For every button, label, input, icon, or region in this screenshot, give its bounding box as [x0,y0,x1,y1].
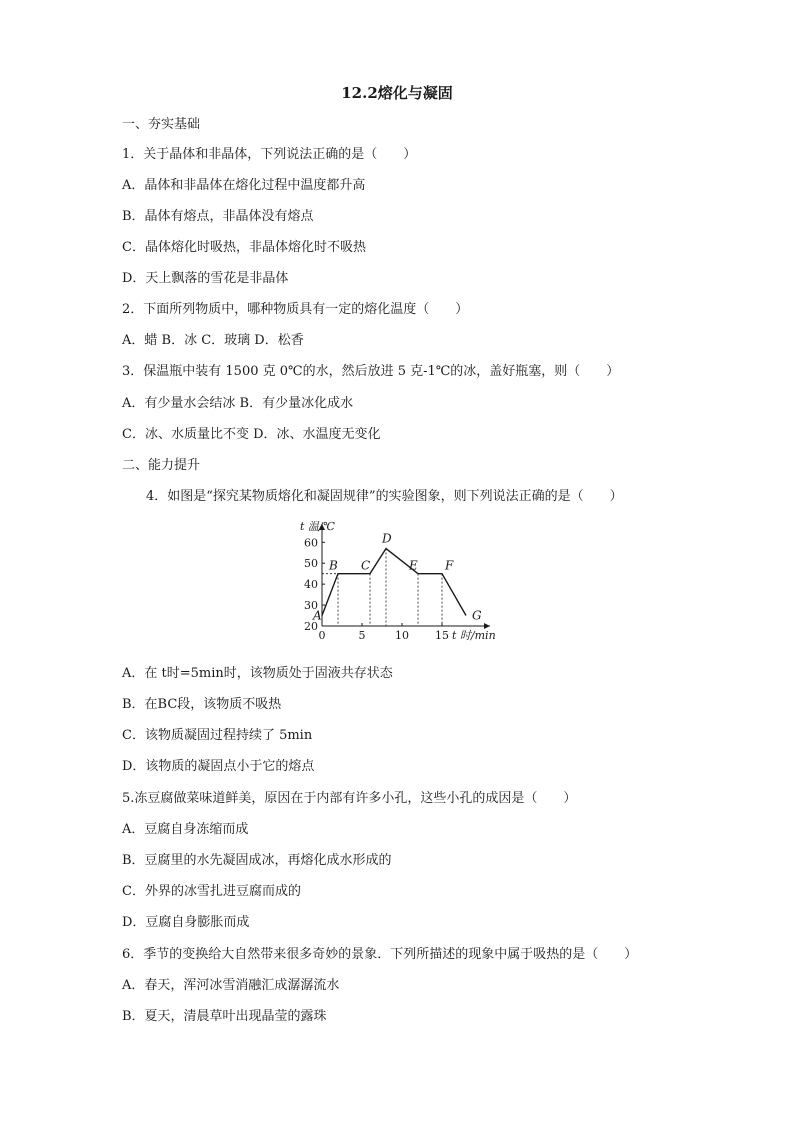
temperature-time-chart [282,520,502,654]
text-line: C．外界的冰雪扎进豆腐而成的 [122,884,301,899]
text-line: D．豆腐自身膨胀而成 [122,915,250,930]
chart-svg [282,520,502,650]
text-line: A．豆腐自身冻缩而成 [122,822,249,837]
text-line: B．豆腐里的水先凝固成冰，再熔化成水形成的 [122,853,392,868]
text-line: 一、夯实基础 [122,117,201,132]
text-line: B．在BC段，该物质不吸热 [122,697,282,712]
text-line: 1．关于晶体和非晶体，下列说法正确的是（ ） [122,147,417,162]
point-label: G [472,608,482,623]
y-tick-label: 50 [304,557,318,571]
x-tick-label: 10 [395,629,409,642]
text-line: B．晶体有熔点，非晶体没有熔点 [122,209,314,224]
x-tick-label: 0 [318,629,326,642]
x-axis-label: t 时/min [452,629,496,642]
text-line: C．该物质凝固过程持续了 5min [122,728,313,743]
x-tick-label: 15 [435,629,449,642]
x-tick-label: 5 [358,629,366,642]
text-line: 二、能力提升 [122,458,201,473]
y-tick-label: 40 [304,578,318,592]
text-line: A．有少量水会结冰 B．有少量冰化成水 [122,396,354,411]
text-line: A．在 t时=5min时，该物质处于固液共存状态 [122,666,393,681]
text-line: 4．如图是“探究某物质熔化和凝固规律”的实验图象，则下列说法正确的是（ ） [146,489,623,504]
text-line: B．夏天，清晨草叶出现晶莹的露珠 [122,1009,327,1024]
point-label: F [445,558,454,573]
point-label: A [313,608,322,623]
text-line: D．天上飘落的雪花是非晶体 [122,271,289,286]
text-line: C．晶体熔化时吸热，非晶体熔化时不吸热 [122,240,366,255]
text-line: C．冰、水质量比不变 D．冰、水温度无变化 [122,427,381,442]
text-line: A．春天，浑河冰雪消融汇成潺潺流水 [122,978,340,993]
text-line: A．晶体和非晶体在熔化过程中温度都升高 [122,178,366,193]
point-label: C [361,558,371,573]
point-label: E [409,558,418,573]
y-tick-label: 30 [304,599,318,613]
point-label: D [382,531,392,546]
point-label: B [329,558,338,573]
text-line: A．蜡 B．冰 C．玻璃 D．松香 [122,333,304,348]
text-line: 2．下面所列物质中，哪种物质具有一定的熔化温度（ ） [122,302,469,317]
text-line: 5.冻豆腐做菜味道鲜美，原因在于内部有许多小孔，这些小孔的成因是（ ） [122,791,577,806]
y-tick-label: 20 [304,620,318,633]
text-line: D．该物质的凝固点小于它的熔点 [122,759,315,774]
text-line: 6．季节的变换给大自然带来很多奇妙的景象．下列所描述的现象中属于吸热的是（ ） [122,947,638,962]
y-axis-label: t 温/℃ [300,520,335,533]
page-title: 12.2熔化与凝固 [341,84,453,102]
y-tick-label: 60 [304,536,318,550]
text-line: 3．保温瓶中装有 1500 克 0℃的水，然后放进 5 克-1℃的冰，盖好瓶塞，则（ ） [122,364,620,379]
